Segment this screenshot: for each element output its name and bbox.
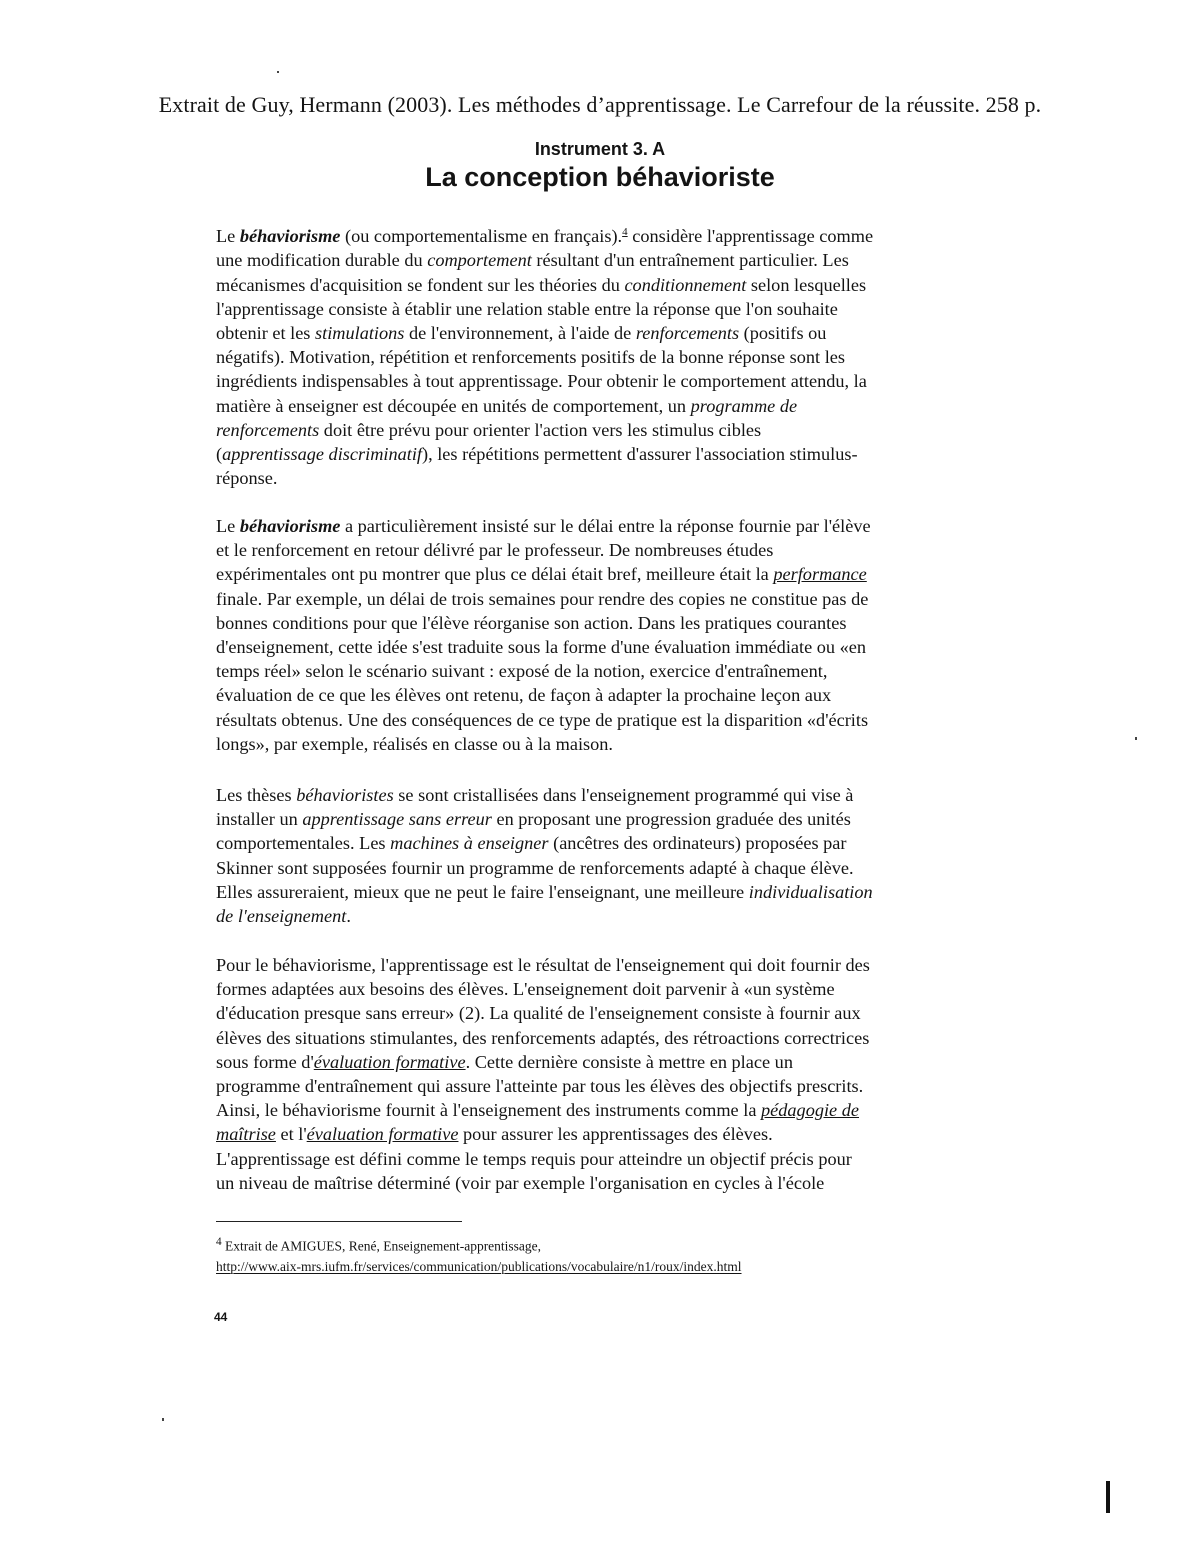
paragraph-text (216, 953, 984, 1195)
text-run: mécanismes d'acquisition se fondent sur les théories du (216, 274, 625, 295)
text-run: (positifs ou (739, 322, 827, 343)
text-line (216, 273, 984, 297)
text-run: temps réel» selon le scénario suivant : exposé de la notion, exercice d'entraînement, (216, 661, 828, 682)
text-run: évaluation formative (313, 1051, 466, 1072)
paragraph-1 (216, 220, 984, 490)
text-run: apprentissage discriminatif (222, 443, 422, 464)
text-line (216, 220, 984, 248)
text-run: comportementales. Les (216, 833, 391, 854)
paragraph-text (216, 783, 984, 928)
text-line (216, 1074, 984, 1098)
text-run: Le (216, 226, 240, 247)
text-run: Les thèses (216, 785, 297, 805)
text-run: d'éducation presque sans erreur» (2). La qualité de l'enseignement consiste à fournir aux (216, 1003, 861, 1024)
text-line (216, 1171, 984, 1195)
text-line (216, 831, 984, 855)
page-number: 44 (214, 1310, 228, 1324)
text-line (216, 321, 984, 345)
text-line (216, 248, 984, 272)
text-run: bonnes conditions pour que l'élève réorganise son action. Dans les pratiques courantes (216, 612, 847, 633)
text-run: . (346, 906, 351, 927)
scan-speck (1135, 737, 1137, 740)
text-run: béhaviorisme (239, 516, 341, 536)
text-run: Le (216, 516, 240, 536)
text-run: apprentissage sans erreur (302, 809, 492, 830)
text-run: se sont cristallisées dans l'enseignement programmé qui vise à (393, 785, 854, 805)
text-run: renforcements (216, 419, 320, 440)
text-line (216, 394, 984, 418)
text-line (216, 635, 984, 659)
text-line (216, 418, 984, 442)
text-line (216, 442, 984, 466)
text-run: expérimentales ont pu montrer que plus ce délai était bref, meilleure était la (216, 564, 774, 585)
paragraph-3 (216, 783, 984, 928)
text-run: l'apprentissage consiste à établir une relation stable entre la réponse que l'on souhaite (216, 298, 838, 319)
text-run: comportement (427, 250, 532, 271)
text-run: résultant d'un entraînement particulier. Les (531, 250, 849, 271)
text-run: réponse. (216, 468, 278, 489)
text-line (216, 297, 984, 321)
text-line (216, 732, 984, 756)
scan-edge-mark (1106, 1481, 1110, 1513)
text-line (216, 611, 984, 635)
scan-speck (277, 71, 279, 73)
text-line (216, 562, 984, 586)
text-line (216, 1001, 984, 1025)
text-run: (ou comportementalisme en français). (340, 226, 623, 247)
text-run: matière à enseigner est découpée en unités de comportement, un (216, 395, 691, 416)
text-run: machines à enseigner (390, 833, 549, 854)
text-run: individualisation (748, 881, 873, 902)
text-run: de l'environnement, à l'aide de (404, 322, 636, 343)
footnote-line (216, 1232, 742, 1257)
text-run: élèves des situations stimulantes, des renforcements adaptés, des rétroactions correctrices (216, 1027, 870, 1048)
text-line (216, 953, 984, 977)
footnote-link[interactable]: http://www.aix-mrs.iufm.fr/services/communication/publications/vocabulaire/n1/roux/index.html (216, 1258, 742, 1274)
text-run: ( (216, 443, 223, 464)
text-run: programme d'entraînement qui assure l'atteinte par tous les élèves des objectifs prescrits. (216, 1076, 864, 1097)
text-run: stimulations (315, 322, 405, 343)
footnote-separator (216, 1221, 462, 1222)
text-run: renforcements (635, 322, 740, 343)
text-run: pour assurer les apprentissages des élèves. (458, 1124, 773, 1145)
text-run: considère l'apprentissage comme (627, 226, 874, 247)
text-run: béhavioristes (296, 785, 394, 805)
text-line (216, 683, 984, 707)
paragraph-text (216, 220, 984, 490)
section-label: Instrument 3. A (534, 139, 666, 159)
text-run: évaluation formative (306, 1124, 459, 1145)
text-line (216, 880, 984, 904)
header-citation: Extrait de Guy, Hermann (2003). Les méthodes d’apprentissage. Le Carrefour de la réussite. 258 p. (158, 92, 1042, 117)
text-run: pédagogie de (761, 1100, 859, 1121)
text-run: finale. Par exemple, un délai de trois semaines pour rendre des copies ne constitue pas de (216, 588, 869, 609)
text-line (216, 904, 984, 928)
text-run: et l' (275, 1124, 307, 1145)
text-line (216, 466, 984, 490)
text-run: L'apprentissage est défini comme le temps requis pour atteindre un objectif précis pour (216, 1148, 852, 1169)
text-run: ingrédients indispensables à tout apprentissage. Pour obtenir le comportement attendu, la (216, 371, 867, 392)
text-line (216, 856, 984, 880)
paragraph-text (216, 514, 984, 756)
text-run: Ainsi, le béhaviorisme fournit à l'enseignement des instruments comme la (216, 1100, 762, 1121)
paragraph-4 (216, 953, 984, 1195)
text-line (216, 1098, 984, 1122)
text-run: de l'enseignement (216, 906, 347, 927)
text-run: Skinner sont supposées fournir un programme de renforcements adapté à chaque élève. (216, 857, 854, 878)
text-run: et le renforcement en retour délivré par le professeur. De nombreuses études (216, 540, 774, 561)
text-run: installer un (216, 809, 303, 830)
text-run: Elles assureraient, mieux que ne peut le faire l'enseignant, une meilleure (216, 881, 749, 902)
text-run: formes adaptées aux besoins des élèves. L'enseignement doit parvenir à «un système (216, 979, 835, 1000)
text-run: d'enseignement, cette idée s'est traduite sous la forme d'une évaluation immédiate ou «en (216, 637, 867, 658)
text-run: résultats obtenus. Une des conséquences de ce type de pratique est la disparition «d'écrits (216, 709, 869, 730)
text-line (216, 659, 984, 683)
text-run: négatifs). Motivation, répétition et renforcements positifs de la bonne réponse sont les (216, 347, 846, 368)
text-run: selon lesquelles (746, 274, 867, 295)
text-line (216, 807, 984, 831)
text-run: longs», par exemple, réalisés en classe ou à la maison. (216, 733, 613, 754)
text-line (216, 538, 984, 562)
text-line (216, 369, 984, 393)
footnote-text: Extrait de AMIGUES, René, Enseignement-apprentissage, (221, 1238, 542, 1254)
text-run: conditionnement (624, 274, 747, 295)
text-run: sous forme d' (216, 1051, 314, 1072)
text-line (216, 1147, 984, 1171)
text-run: un niveau de maîtrise déterminé (voir par exemple l'organisation en cycles à l'école (216, 1172, 825, 1193)
text-line (216, 1026, 984, 1050)
text-run: ), les répétitions permettent d'assurer l'association stimulus- (422, 443, 858, 464)
footnote-line (216, 1257, 742, 1277)
text-line (216, 514, 984, 538)
text-line (216, 1050, 984, 1074)
text-line (216, 345, 984, 369)
text-line (216, 783, 984, 807)
text-run: doit être prévu pour orienter l'action vers les stimulus cibles (319, 419, 762, 440)
text-run: béhaviorisme (239, 226, 341, 247)
text-run: une modification durable du (216, 250, 428, 271)
text-run: Pour le béhaviorisme, l'apprentissage est le résultat de l'enseignement qui doit fournir des (216, 955, 870, 975)
text-run: évaluation de ce que les élèves ont retenu, de façon à adapter la prochaine leçon aux (216, 685, 832, 706)
paragraph-2 (216, 514, 984, 756)
text-run: programme de (690, 395, 798, 416)
text-run: . Cette dernière consiste à mettre en place un (465, 1051, 793, 1072)
text-run: performance (773, 564, 867, 585)
footnote-ref: 4 (622, 226, 628, 238)
text-run: obtenir et les (216, 322, 315, 343)
scan-speck (162, 1418, 164, 1421)
footnote (216, 1232, 742, 1277)
text-run: a particulièrement insisté sur le délai entre la réponse fournie par l'élève (340, 516, 871, 536)
footnote-marker: 4 (216, 1236, 222, 1248)
text-line (216, 587, 984, 611)
page-title: La conception béhavioriste (425, 162, 775, 192)
text-run: maîtrise (216, 1124, 276, 1145)
text-line (216, 977, 984, 1001)
text-line (216, 1122, 984, 1146)
text-run: en proposant une progression graduée des unités (491, 809, 851, 830)
text-line (216, 708, 984, 732)
text-run: (ancêtres des ordinateurs) proposées par (548, 833, 847, 854)
